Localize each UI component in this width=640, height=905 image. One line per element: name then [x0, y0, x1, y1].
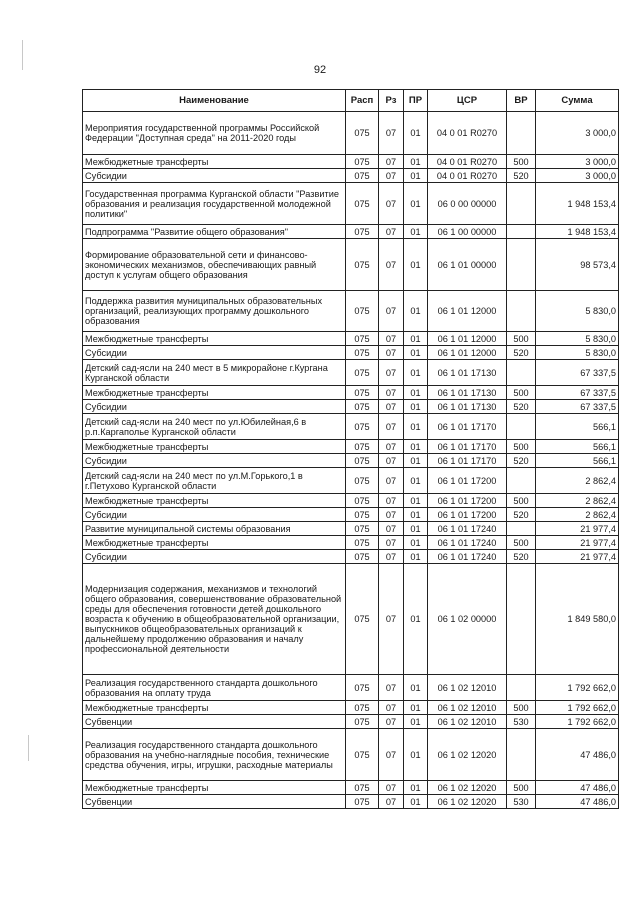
cell-rz: 07	[379, 795, 404, 809]
cell-sum: 21 977,4	[536, 550, 619, 564]
cell-rz: 07	[379, 550, 404, 564]
cell-pr: 01	[404, 468, 428, 494]
cell-rz: 07	[379, 715, 404, 729]
table-row	[83, 400, 619, 414]
cell-name: Мероприятия государственной программы Российской Федерации "Доступная среда" на 2011-2020 годы	[83, 112, 346, 155]
cell-sum: 1 948 153,4	[536, 225, 619, 239]
cell-pr: 01	[404, 675, 428, 701]
cell-rz: 07	[379, 508, 404, 522]
cell-vr: 500	[507, 386, 536, 400]
cell-name: Государственная программа Курганской области "Развитие образования и реализация государственной молодежной политики"	[83, 183, 346, 225]
header-csr: ЦСР	[428, 90, 507, 112]
cell-sum: 98 573,4	[536, 239, 619, 291]
cell-csr: 06 1 02 12020	[428, 729, 507, 781]
cell-csr: 06 1 02 12020	[428, 781, 507, 795]
cell-rz: 07	[379, 346, 404, 360]
cell-vr	[507, 468, 536, 494]
cell-rz: 07	[379, 155, 404, 169]
cell-pr: 01	[404, 332, 428, 346]
cell-csr: 06 1 01 17130	[428, 360, 507, 386]
header-rz: Рз	[379, 90, 404, 112]
cell-sum: 47 486,0	[536, 729, 619, 781]
table-row	[83, 781, 619, 795]
cell-pr: 01	[404, 781, 428, 795]
cell-vr	[507, 183, 536, 225]
cell-rz: 07	[379, 494, 404, 508]
cell-rasp: 075	[346, 564, 379, 675]
cell-vr	[507, 360, 536, 386]
cell-pr: 01	[404, 494, 428, 508]
cell-pr: 01	[404, 400, 428, 414]
cell-rasp: 075	[346, 550, 379, 564]
cell-vr: 500	[507, 440, 536, 454]
cell-name: Субсидии	[83, 550, 346, 564]
table-row	[83, 468, 619, 494]
cell-rasp: 075	[346, 675, 379, 701]
cell-pr: 01	[404, 225, 428, 239]
cell-csr: 06 1 02 00000	[428, 564, 507, 675]
table-row	[83, 795, 619, 809]
cell-name: Реализация государственного стандарта дошкольного образования на учебно-наглядные пособия, технические средства обучения, игры, игрушки, расходные материалы	[83, 729, 346, 781]
cell-rz: 07	[379, 781, 404, 795]
cell-pr: 01	[404, 169, 428, 183]
cell-rasp: 075	[346, 169, 379, 183]
cell-name: Субсидии	[83, 454, 346, 468]
table-row	[83, 346, 619, 360]
cell-pr: 01	[404, 701, 428, 715]
cell-csr: 06 1 01 00000	[428, 239, 507, 291]
cell-vr	[507, 414, 536, 440]
cell-csr: 06 1 01 17130	[428, 386, 507, 400]
cell-name: Субсидии	[83, 400, 346, 414]
cell-rz: 07	[379, 183, 404, 225]
cell-name: Субвенции	[83, 715, 346, 729]
cell-pr: 01	[404, 508, 428, 522]
table-row	[83, 715, 619, 729]
cell-pr: 01	[404, 414, 428, 440]
cell-sum: 1 792 662,0	[536, 715, 619, 729]
header-rasp: Расп	[346, 90, 379, 112]
cell-vr	[507, 675, 536, 701]
cell-csr: 04 0 01 R0270	[428, 155, 507, 169]
cell-rasp: 075	[346, 225, 379, 239]
cell-csr: 06 1 01 17170	[428, 454, 507, 468]
cell-csr: 06 1 00 00000	[428, 225, 507, 239]
cell-sum: 2 862,4	[536, 508, 619, 522]
header-pr: ПР	[404, 90, 428, 112]
cell-rasp: 075	[346, 112, 379, 155]
cell-rz: 07	[379, 386, 404, 400]
table-row	[83, 169, 619, 183]
cell-sum: 47 486,0	[536, 781, 619, 795]
cell-name: Реализация государственного стандарта дошкольного образования на оплату труда	[83, 675, 346, 701]
cell-rz: 07	[379, 332, 404, 346]
cell-sum: 5 830,0	[536, 291, 619, 332]
cell-sum: 1 948 153,4	[536, 183, 619, 225]
cell-rz: 07	[379, 225, 404, 239]
cell-sum: 67 337,5	[536, 400, 619, 414]
cell-rz: 07	[379, 112, 404, 155]
cell-sum: 1 792 662,0	[536, 675, 619, 701]
cell-name: Формирование образовательной сети и финансово-экономических механизмов, обеспечивающих равный доступ к услугам общего образования	[83, 239, 346, 291]
cell-csr: 06 1 01 17130	[428, 400, 507, 414]
cell-pr: 01	[404, 522, 428, 536]
table-row	[83, 225, 619, 239]
table-row	[83, 675, 619, 701]
table-row	[83, 729, 619, 781]
cell-rz: 07	[379, 414, 404, 440]
cell-rasp: 075	[346, 400, 379, 414]
cell-rasp: 075	[346, 414, 379, 440]
cell-name: Субсидии	[83, 346, 346, 360]
table-header-row	[83, 90, 619, 112]
cell-rasp: 075	[346, 536, 379, 550]
cell-rasp: 075	[346, 386, 379, 400]
cell-vr: 520	[507, 169, 536, 183]
cell-rasp: 075	[346, 508, 379, 522]
cell-rz: 07	[379, 454, 404, 468]
table-row	[83, 291, 619, 332]
header-sum: Сумма	[536, 90, 619, 112]
cell-csr: 06 1 02 12010	[428, 701, 507, 715]
cell-rasp: 075	[346, 360, 379, 386]
cell-vr: 520	[507, 550, 536, 564]
cell-name: Развитие муниципальной системы образования	[83, 522, 346, 536]
cell-rasp: 075	[346, 454, 379, 468]
cell-pr: 01	[404, 360, 428, 386]
cell-sum: 21 977,4	[536, 522, 619, 536]
cell-sum: 21 977,4	[536, 536, 619, 550]
cell-csr: 06 1 02 12010	[428, 675, 507, 701]
cell-rasp: 075	[346, 291, 379, 332]
cell-csr: 06 1 01 17240	[428, 522, 507, 536]
cell-rasp: 075	[346, 155, 379, 169]
cell-rz: 07	[379, 536, 404, 550]
cell-name: Подпрограмма "Развитие общего образования"	[83, 225, 346, 239]
cell-pr: 01	[404, 550, 428, 564]
cell-vr	[507, 291, 536, 332]
cell-vr: 500	[507, 536, 536, 550]
table-row	[83, 155, 619, 169]
cell-rasp: 075	[346, 183, 379, 225]
cell-vr: 520	[507, 454, 536, 468]
cell-vr: 500	[507, 781, 536, 795]
cell-name: Межбюджетные трансферты	[83, 701, 346, 715]
page-number: 92	[313, 64, 327, 76]
cell-vr: 520	[507, 346, 536, 360]
table-row	[83, 494, 619, 508]
table-row	[83, 360, 619, 386]
table-row	[83, 440, 619, 454]
cell-name: Межбюджетные трансферты	[83, 332, 346, 346]
cell-rasp: 075	[346, 701, 379, 715]
table-row	[83, 701, 619, 715]
cell-rz: 07	[379, 675, 404, 701]
budget-table	[82, 89, 619, 809]
cell-name: Субсидии	[83, 508, 346, 522]
cell-pr: 01	[404, 155, 428, 169]
table-row	[83, 550, 619, 564]
cell-rasp: 075	[346, 346, 379, 360]
cell-rz: 07	[379, 169, 404, 183]
cell-vr: 500	[507, 494, 536, 508]
cell-vr	[507, 522, 536, 536]
scan-margin-mark	[28, 735, 29, 761]
cell-csr: 06 1 01 17240	[428, 536, 507, 550]
cell-pr: 01	[404, 564, 428, 675]
cell-rasp: 075	[346, 494, 379, 508]
cell-csr: 06 1 01 12000	[428, 332, 507, 346]
cell-rasp: 075	[346, 795, 379, 809]
cell-pr: 01	[404, 454, 428, 468]
cell-vr: 500	[507, 332, 536, 346]
cell-sum: 566,1	[536, 454, 619, 468]
cell-pr: 01	[404, 536, 428, 550]
cell-sum: 67 337,5	[536, 386, 619, 400]
cell-rasp: 075	[346, 729, 379, 781]
cell-pr: 01	[404, 440, 428, 454]
table-row	[83, 239, 619, 291]
cell-sum: 3 000,0	[536, 112, 619, 155]
cell-csr: 06 1 01 17170	[428, 440, 507, 454]
cell-vr	[507, 239, 536, 291]
cell-rz: 07	[379, 701, 404, 715]
cell-rz: 07	[379, 400, 404, 414]
cell-rz: 07	[379, 239, 404, 291]
header-vr: ВР	[507, 90, 536, 112]
cell-csr: 06 1 01 17170	[428, 414, 507, 440]
cell-name: Субвенции	[83, 795, 346, 809]
cell-sum: 2 862,4	[536, 468, 619, 494]
cell-rasp: 075	[346, 440, 379, 454]
cell-vr: 520	[507, 400, 536, 414]
cell-pr: 01	[404, 239, 428, 291]
cell-rasp: 075	[346, 522, 379, 536]
table-row	[83, 332, 619, 346]
table-row	[83, 386, 619, 400]
cell-pr: 01	[404, 715, 428, 729]
cell-csr: 06 1 02 12020	[428, 795, 507, 809]
cell-sum: 566,1	[536, 414, 619, 440]
table-row	[83, 454, 619, 468]
cell-vr	[507, 729, 536, 781]
cell-sum: 2 862,4	[536, 494, 619, 508]
cell-vr: 530	[507, 795, 536, 809]
cell-name: Межбюджетные трансферты	[83, 155, 346, 169]
header-name: Наименование	[83, 90, 346, 112]
cell-pr: 01	[404, 795, 428, 809]
cell-sum: 5 830,0	[536, 346, 619, 360]
cell-csr: 06 1 01 12000	[428, 291, 507, 332]
table-row	[83, 112, 619, 155]
cell-pr: 01	[404, 729, 428, 781]
table-row	[83, 183, 619, 225]
cell-rz: 07	[379, 564, 404, 675]
cell-name: Детский сад-ясли на 240 мест по ул.М.Горького,1 в г.Петухово Курганской области	[83, 468, 346, 494]
cell-name: Детский сад-ясли на 240 мест в 5 микрорайоне г.Кургана Курганской области	[83, 360, 346, 386]
cell-vr	[507, 564, 536, 675]
cell-rz: 07	[379, 440, 404, 454]
cell-rasp: 075	[346, 781, 379, 795]
table-row	[83, 564, 619, 675]
cell-vr: 520	[507, 508, 536, 522]
cell-sum: 566,1	[536, 440, 619, 454]
cell-sum: 3 000,0	[536, 169, 619, 183]
cell-sum: 3 000,0	[536, 155, 619, 169]
cell-name: Модернизация содержания, механизмов и технологий общего образования, совершенствование образовательной среды для обеспечения готовности детей дошкольного возраста к обучению в общеобразовательной организации, выпускников общеобразовательных организаций к дальнейшему продолжению образования и началу профессиональной деятельности	[83, 564, 346, 675]
table-row	[83, 536, 619, 550]
cell-rz: 07	[379, 468, 404, 494]
cell-sum: 5 830,0	[536, 332, 619, 346]
cell-rasp: 075	[346, 239, 379, 291]
cell-sum: 1 792 662,0	[536, 701, 619, 715]
cell-csr: 06 1 01 17200	[428, 468, 507, 494]
cell-pr: 01	[404, 112, 428, 155]
cell-vr: 500	[507, 155, 536, 169]
cell-rz: 07	[379, 291, 404, 332]
cell-rasp: 075	[346, 715, 379, 729]
cell-csr: 04 0 01 R0270	[428, 112, 507, 155]
table-row	[83, 522, 619, 536]
cell-pr: 01	[404, 291, 428, 332]
cell-name: Межбюджетные трансферты	[83, 781, 346, 795]
cell-csr: 06 1 01 17200	[428, 494, 507, 508]
cell-rz: 07	[379, 729, 404, 781]
cell-sum: 1 849 580,0	[536, 564, 619, 675]
cell-sum: 47 486,0	[536, 795, 619, 809]
cell-csr: 06 0 00 00000	[428, 183, 507, 225]
cell-rasp: 075	[346, 468, 379, 494]
cell-name: Межбюджетные трансферты	[83, 494, 346, 508]
cell-sum: 67 337,5	[536, 360, 619, 386]
cell-name: Субсидии	[83, 169, 346, 183]
cell-pr: 01	[404, 346, 428, 360]
cell-vr	[507, 112, 536, 155]
cell-name: Межбюджетные трансферты	[83, 440, 346, 454]
cell-vr	[507, 225, 536, 239]
table-row	[83, 414, 619, 440]
cell-csr: 06 1 01 12000	[428, 346, 507, 360]
cell-name: Межбюджетные трансферты	[83, 536, 346, 550]
cell-rz: 07	[379, 522, 404, 536]
cell-name: Межбюджетные трансферты	[83, 386, 346, 400]
cell-csr: 06 1 01 17240	[428, 550, 507, 564]
cell-csr: 06 1 01 17200	[428, 508, 507, 522]
cell-csr: 04 0 01 R0270	[428, 169, 507, 183]
cell-vr: 500	[507, 701, 536, 715]
cell-name: Детский сад-ясли на 240 мест по ул.Юбилейная,6 в р.п.Каргаполье Курганской области	[83, 414, 346, 440]
cell-csr: 06 1 02 12010	[428, 715, 507, 729]
table-row	[83, 508, 619, 522]
cell-rz: 07	[379, 360, 404, 386]
cell-name: Поддержка развития муниципальных образовательных организаций, реализующих программу дошкольного образования	[83, 291, 346, 332]
cell-pr: 01	[404, 386, 428, 400]
cell-pr: 01	[404, 183, 428, 225]
cell-rasp: 075	[346, 332, 379, 346]
cell-vr: 530	[507, 715, 536, 729]
